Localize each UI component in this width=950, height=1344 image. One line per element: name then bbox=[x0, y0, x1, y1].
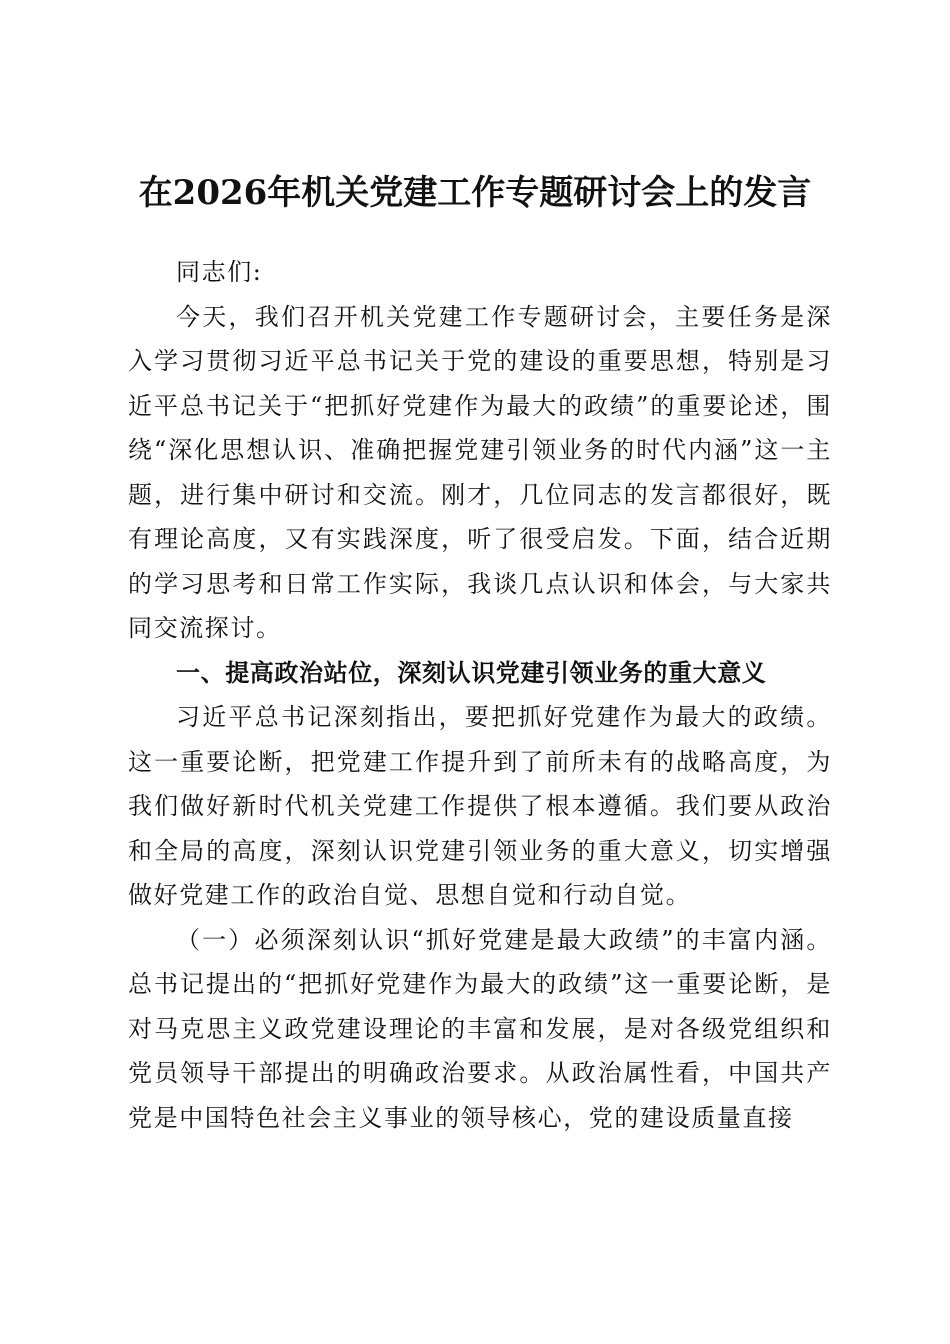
document-body bbox=[128, 250, 832, 1140]
document-title: 在2026年机关党建工作专题研讨会上的发言 bbox=[138, 173, 812, 213]
section-1-paragraph: 习近平总书记深刻指出，要把抓好党建作为最大的政绩。这一重要论断，把党建工作提升到了前所未有的战略高度，为我们做好新时代机关党建工作提供了根本遵循。我们要从政治和全局的高度，深刻认识党建引领业务的重大意义，切实增强做好党建工作的政治自觉、思想自觉和行动自觉。 bbox=[128, 703, 832, 909]
subsection-1-paragraph: （一）必须深刻认识“抓好党建是最大政绩”的丰富内涵。总书记提出的“把抓好党建作为最大的政绩”这一重要论断，是对马克思主义政党建设理论的丰富和发展，是对各级党组织和党员领导干部提出的明确政治要求。从政治属性看，中国共产党是中国特色社会主义事业的领导核心，党的建设质量直接 bbox=[128, 925, 832, 1132]
salutation: 同志们: bbox=[176, 258, 263, 286]
section-heading-1: 一、提高政治站位，深刻认识党建引领业务的重大意义 bbox=[176, 658, 767, 687]
intro-paragraph: 今天，我们召开机关党建工作专题研讨会，主要任务是深入学习贯彻习近平总书记关于党的建设的重要思想，特别是习近平总书记关于“把抓好党建作为最大的政绩”的重要论述，围绕“深化思想认识、准确把握党建引领业务的时代内涵”这一主题，进行集中研讨和交流。刚才，几位同志的发言都很好，既有理论高度，又有实践深度，听了很受启发。下面，结合近期的学习思考和日常工作实际，我谈几点认识和体会，与大家共同交流探讨。 bbox=[128, 302, 832, 642]
